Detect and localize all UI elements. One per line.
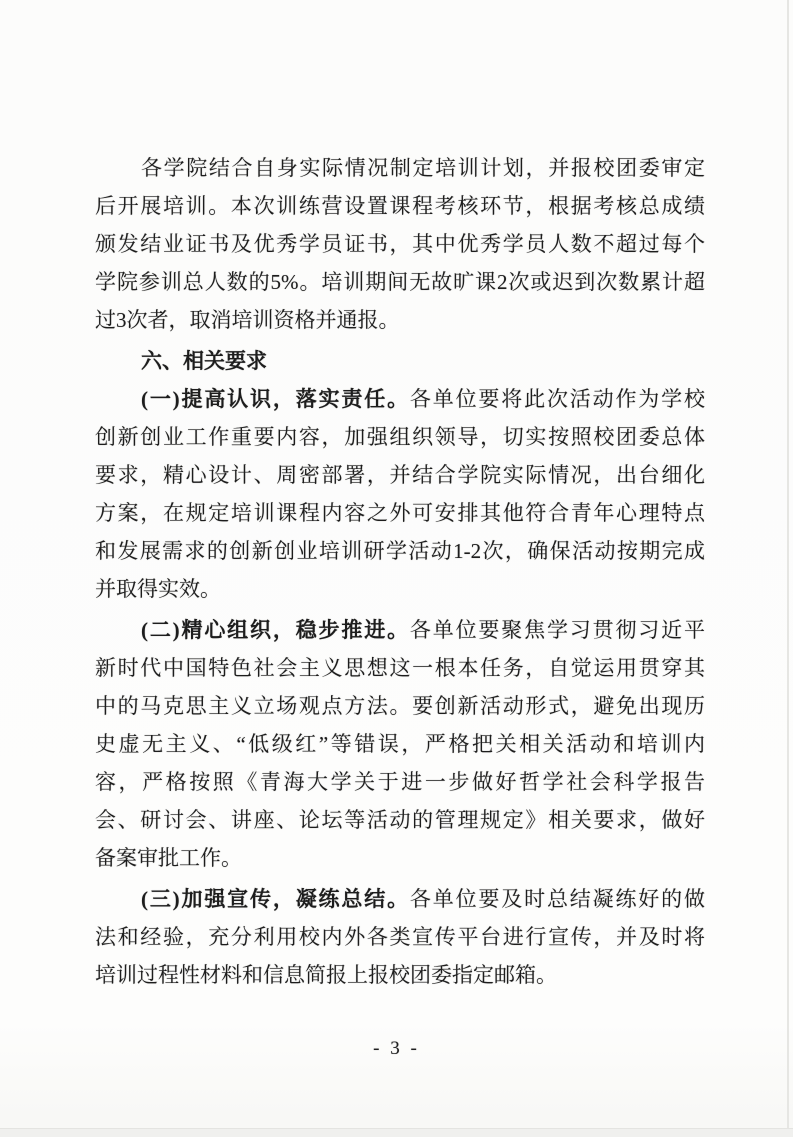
document-line xyxy=(95,149,705,187)
document-line xyxy=(95,187,705,225)
line-segment: 并取得实效。 xyxy=(95,577,221,601)
document-line xyxy=(95,263,705,301)
line-segment: 新时代中国特色社会主义思想这一根本任务，自觉运用贯穿其 xyxy=(95,656,705,680)
document-line xyxy=(95,880,705,918)
line-segment: 学院参训总人数的5%。培训期间无故旷课2次或迟到次数累计超 xyxy=(95,270,705,294)
line-segment: 各单位要将此次活动作为学校 xyxy=(409,387,705,411)
line-segment: 各单位要聚焦学习贯彻习近平 xyxy=(409,618,705,642)
line-segment: 颁发结业证书及优秀学员证书，其中优秀学员人数不超过每个 xyxy=(95,232,705,256)
line-segment: 备案审批工作。 xyxy=(95,846,242,870)
page-edge-right xyxy=(787,0,789,1136)
document-line xyxy=(95,956,705,994)
line-segment: 培训过程性材料和信息简报上报校团委指定邮箱。 xyxy=(95,963,557,987)
line-segment-bold: (一)提高认识，落实责任。 xyxy=(141,387,410,411)
line-segment: 史虚无主义、“低级红”等错误，严格把关相关活动和培训内 xyxy=(95,732,705,756)
line-segment: 各单位要及时总结凝练好的做 xyxy=(409,887,705,911)
line-segment-bold: 六、相关要求 xyxy=(141,349,267,373)
document-line xyxy=(95,380,705,418)
document-line xyxy=(95,611,705,649)
document-line xyxy=(95,918,705,956)
line-segment-bold: (二)精心组织，稳步推进。 xyxy=(141,618,410,642)
document-line xyxy=(95,649,705,687)
line-segment: 容，严格按照《青海大学关于进一步做好哲学社会科学报告 xyxy=(95,770,705,794)
line-segment: 中的马克思主义立场观点方法。要创新活动形式，避免出现历 xyxy=(95,694,705,718)
document-line xyxy=(95,225,705,263)
document-line xyxy=(95,725,705,763)
document-line xyxy=(95,494,705,532)
document-line xyxy=(95,342,705,380)
document-line xyxy=(95,839,705,877)
document-line xyxy=(95,570,705,608)
document-line xyxy=(95,687,705,725)
line-segment: 会、研讨会、讲座、论坛等活动的管理规定》相关要求，做好 xyxy=(95,808,705,832)
line-segment: 过3次者，取消培训资格并通报。 xyxy=(95,308,400,332)
document-body xyxy=(95,149,705,994)
document-line xyxy=(95,456,705,494)
line-segment: 方案，在规定培训课程内容之外可安排其他符合青年心理特点 xyxy=(95,501,705,525)
line-segment: 要求，精心设计、周密部署，并结合学院实际情况，出台细化 xyxy=(95,463,705,487)
document-line xyxy=(95,532,705,570)
line-segment: 和发展需求的创新创业培训研学活动1-2次，确保活动按期完成 xyxy=(95,539,705,563)
document-line xyxy=(95,801,705,839)
document-line xyxy=(95,763,705,801)
line-segment-bold: (三)加强宣传，凝练总结。 xyxy=(141,887,410,911)
page-number: - 3 - xyxy=(373,1038,420,1059)
line-segment: 后开展培训。本次训练营设置课程考核环节，根据考核总成绩 xyxy=(95,194,705,218)
line-segment: 各学院结合自身实际情况制定培训计划，并报校团委审定 xyxy=(141,156,705,180)
line-segment: 法和经验，充分利用校内外各类宣传平台进行宣传，并及时将 xyxy=(95,925,705,949)
line-segment: 创新创业工作重要内容，加强组织领导，切实按照校团委总体 xyxy=(95,425,705,449)
document-line xyxy=(95,418,705,456)
document-line xyxy=(95,301,705,339)
